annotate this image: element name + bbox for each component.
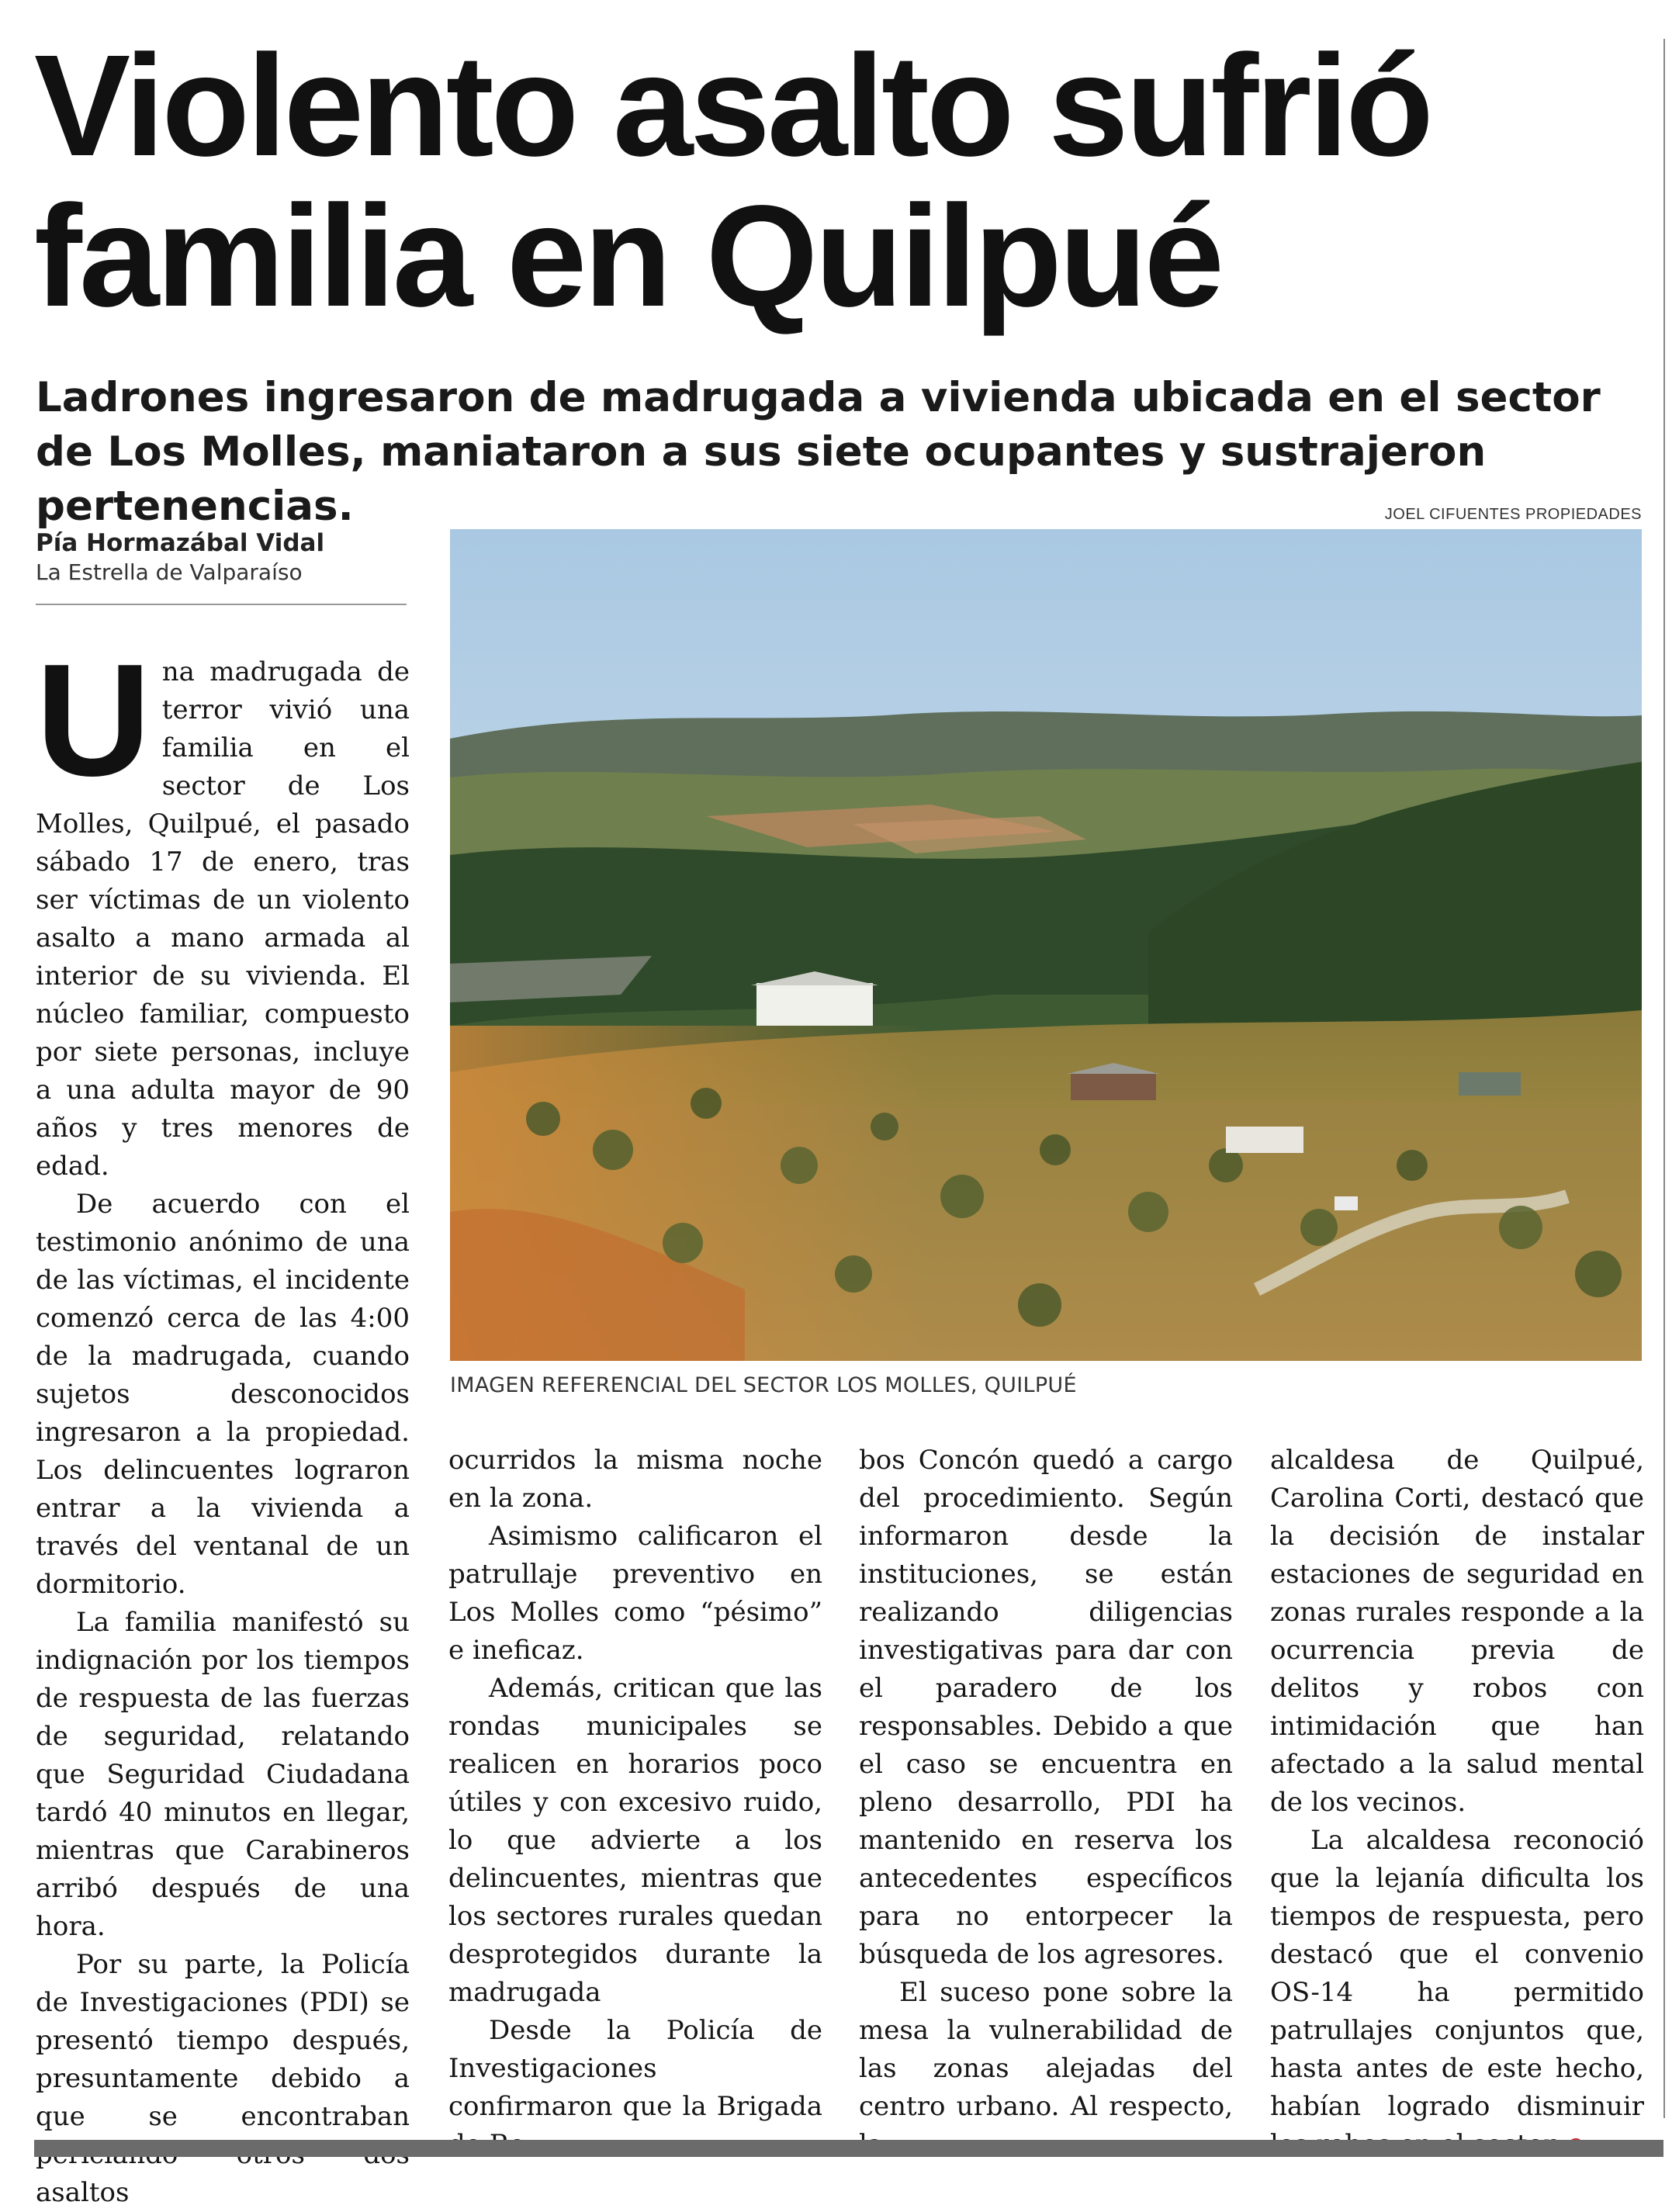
drop-cap: U	[36, 631, 151, 809]
outlet-name: La Estrella de Valparaíso	[36, 559, 303, 585]
article-column-3	[859, 1442, 1233, 2124]
paragraph: bos Concón quedó a cargo del procedimiento. Según informaron desde la instituciones, se están realizando diligencias investigativas para dar con el paradero de los responsables. Debido a que el caso se encuentra en pleno desarrollo, PDI ha mantenido en reserva los antecedentes específicos para no entorpecer la búsqueda de los agresores.	[859, 1445, 1233, 1970]
paragraph-text: La alcaldesa reconoció que la lejanía dificulta los tiempos de respuesta, pero destacó que el convenio OS-14 ha permitido patrullajes conjuntos que, hasta antes de este hecho, habían logrado disminuir	[1270, 1825, 1644, 2122]
paragraph: alcaldesa de Quilpué, Carolina Corti, destacó que la decisión de instalar estaciones de seguridad en zonas rurales responde a la ocurrencia previa de delitos y robos con intimidación que han afectado a la salud mental de los vecinos.	[1270, 1445, 1644, 1818]
author-name: Pía Hormazábal Vidal	[36, 529, 325, 557]
article-photo	[450, 529, 1642, 1361]
column-rule	[1663, 39, 1665, 2118]
article-column-2	[448, 1442, 822, 2124]
paragraph	[1270, 1822, 1644, 2164]
paragraph: El suceso pone sobre la mesa la vulnerabilidad de las zonas alejadas del centro urbano. Al respecto,	[859, 1977, 1233, 2122]
photo-credit: JOEL CIFUENTES PROPIEDADES	[1384, 506, 1642, 523]
paragraph	[36, 631, 410, 1186]
landscape-illustration	[450, 529, 1642, 1361]
paragraph: Por su parte, la Policía de Investigaciones (PDI) se presentó tiempo después, presuntamente debido a que se encontraban asaltos	[36, 1949, 410, 2208]
headline: Violento asalto sufrió familia en Quilpué	[34, 26, 1431, 337]
article-column-1	[36, 631, 410, 2208]
paragraph: De acuerdo con el testimonio anónimo de una de las víctimas, el incidente comenzó cerca de las 4:00 de la madrugada, cuando sujetos desconocidos ingresaron a la propiedad. Los delincuentes lograron entrar a la vivienda a través del ventanal de un dormitorio.	[36, 1189, 410, 1600]
deck: Ladrones ingresaron de madrugada a vivienda ubicada en el sector de Los Molles, maniataron a sus siete ocupantes y sustrajeron pertenencias.	[36, 374, 1601, 530]
paragraph: Además, critican que las rondas municipales se realicen en horarios poco útiles y con excesivo ruido, lo que advierte a los delincuentes, mientras que los sectores rurales quedan desprotegidos durante la madrugada	[448, 1673, 822, 2008]
byline-divider	[36, 604, 407, 605]
paragraph: La familia manifestó su indignación por los tiempos de respuesta de las fuerzas de seguridad, relatando que Seguridad Ciudadana tardó 40 minutos en llegar, mientras que Carabineros arribó después de una hora.	[36, 1607, 410, 1942]
article-column-4	[1270, 1442, 1644, 2124]
paragraph-text: na madrugada de terror vivió una familia en el sector de Los Molles, Quilpué, el pasado sábado 17 de enero, tras ser víctimas de un violento asalto a mano armada al interior de su vivienda. El núcleo familiar, compuesto por siete personas, incluye a una adulta mayor de 90 años y tres menores de edad.	[36, 656, 410, 1182]
photo-caption: IMAGEN REFERENCIAL DEL SECTOR LOS MOLLES, QUILPUÉ	[450, 1373, 1077, 1397]
byline	[36, 528, 407, 587]
paragraph: Desde la Policía de Investigaciones confirmaron que la Brigada	[448, 2015, 822, 2122]
paragraph: Asimismo calificaron el patrullaje preventivo en Los Molles como “pésimo” e ineficaz.	[448, 1521, 822, 1666]
footer-bar	[34, 2140, 1663, 2157]
paragraph: ocurridos la misma noche en la zona.	[448, 1445, 822, 1514]
